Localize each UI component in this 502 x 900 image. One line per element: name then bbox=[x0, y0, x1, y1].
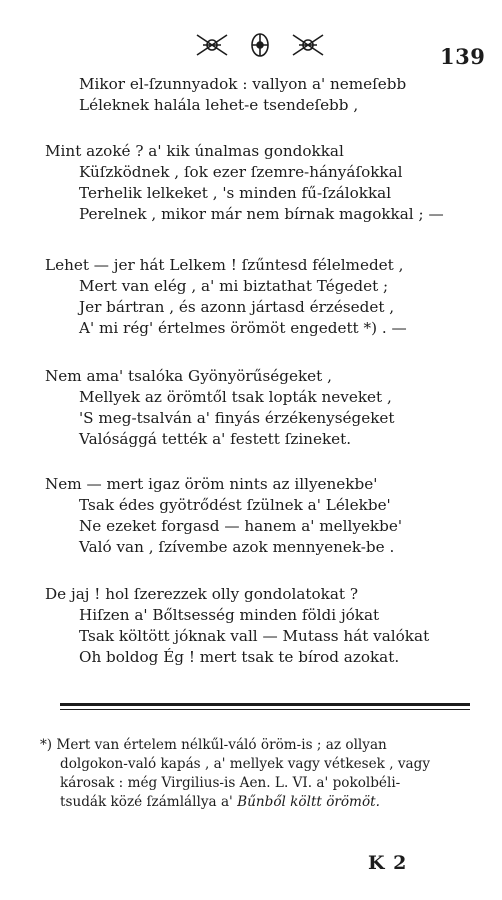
verse-line: Tsak költött jóknak vall — Mutass hát valókat bbox=[79, 627, 430, 645]
verse-line: Léleknek halála lehet-e tsendeſebb , bbox=[79, 96, 359, 114]
verse-line: Küſzködnek , ſok ezer ſzemre-hányáſokkal bbox=[79, 163, 403, 181]
footnote-line: dolgokon-való kapás , a' mellyek vagy vétkesek , vagy bbox=[60, 756, 431, 772]
verse-line: Mint azoké ? a' kik únalmas gondokkal bbox=[45, 142, 344, 160]
footnote-line: károsak : még Virgilius-is Aen. L. VI. a' pokolbéli- bbox=[60, 775, 401, 791]
verse-line: Perelnek , mikor már nem bírnak magokkal ; — bbox=[79, 205, 444, 223]
signature-mark: K 2 bbox=[368, 852, 408, 874]
footnote-italic-quote: Bűnből költt örömöt. bbox=[237, 794, 380, 810]
verse-line: A' mi rég' értelmes örömöt engedett *) . — bbox=[79, 319, 407, 337]
verse-line: Valósággá tették a' festett ſzineket. bbox=[79, 430, 352, 448]
floral-ornament-icon bbox=[195, 30, 325, 60]
footnote-line: *) Mert van értelem nélkűl-váló öröm-is ; az ollyan bbox=[40, 737, 387, 753]
verse-line: Oh boldog Ég ! mert tsak te bírod azokat. bbox=[79, 648, 400, 666]
footnote-separator bbox=[60, 703, 470, 710]
verse-line: Tsak édes gyötrődést ſzülnek a' Lélekbe' bbox=[79, 496, 391, 514]
verse-line: Jer bártran , és azonn jártasd érzésedet , bbox=[79, 298, 395, 316]
stanza-4 bbox=[45, 366, 465, 450]
verse-line: Mellyek az örömtől tsak lopták neveket , bbox=[79, 388, 392, 406]
verse-line: De jaj ! hol ſzerezzek olly gondolatokat ? bbox=[45, 585, 358, 603]
stanza-6 bbox=[45, 584, 465, 668]
stanza-5 bbox=[45, 474, 465, 558]
verse-line: Nem ama' tsalóka Gyönyörűségeket , bbox=[45, 367, 332, 385]
verse-line: Terhelik lelkeket , 's minden fű-ſzálokkal bbox=[79, 184, 392, 202]
verse-line: Mikor el-ſzunnyadok : vallyon a' nemeſebb bbox=[79, 75, 407, 93]
footnote-line-last bbox=[60, 793, 475, 812]
stanza-1 bbox=[45, 74, 465, 116]
footnote-line-text: tsudák közé ſzámlállya a' bbox=[60, 794, 233, 810]
page-number: 139 bbox=[440, 44, 486, 69]
verse-line: 'S meg-tsalván a' finyás érzékenységeket bbox=[79, 409, 395, 427]
stanza-2 bbox=[45, 141, 465, 225]
verse-line: Való van , ſzívembe azok mennyenek-be . bbox=[79, 538, 395, 556]
verse-line: Lehet — jer hát Lelkem ! ſzűntesd félelmedet , bbox=[45, 256, 404, 274]
footnote bbox=[40, 736, 475, 812]
verse-line: Ne ezeket forgasd — hanem a' mellyekbe' bbox=[79, 517, 403, 535]
separator-thick-rule bbox=[60, 703, 470, 706]
separator-thin-rule bbox=[60, 709, 470, 710]
verse-line: Mert van elég , a' mi biztathat Tégedet ; bbox=[79, 277, 389, 295]
verse-line: Hiſzen a' Bőltsesség minden földi jókat bbox=[79, 606, 380, 624]
verse-line: Nem — mert igaz öröm nints az illyenekbe' bbox=[45, 475, 378, 493]
stanza-3 bbox=[45, 255, 465, 339]
